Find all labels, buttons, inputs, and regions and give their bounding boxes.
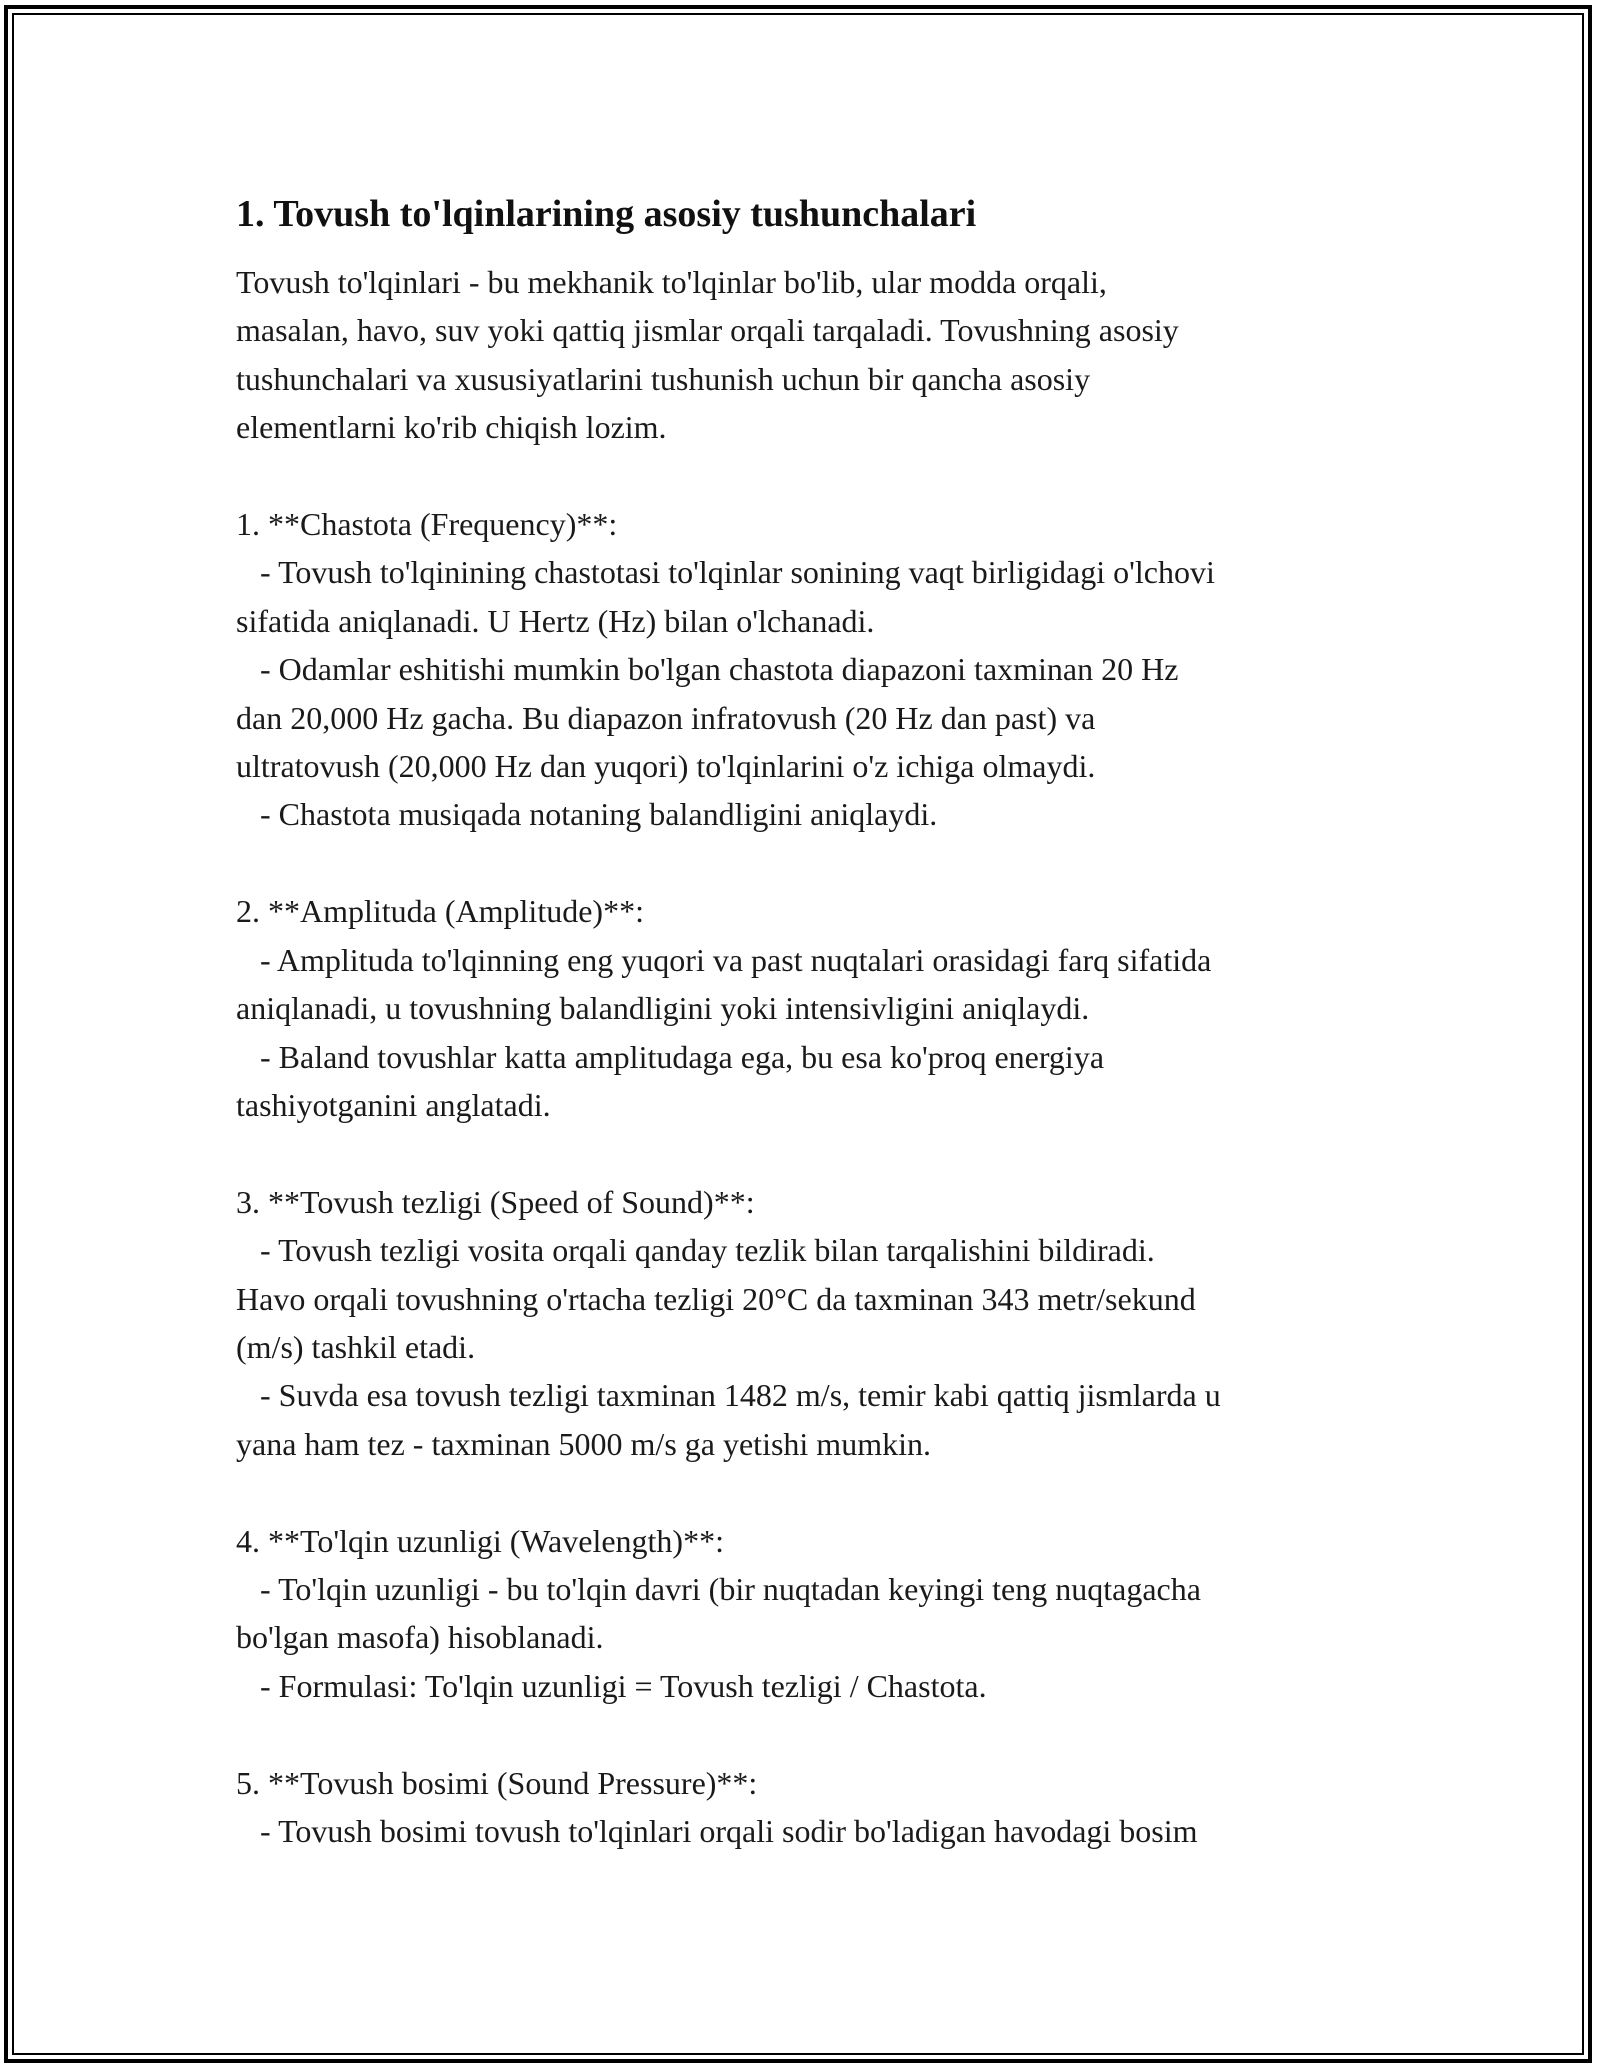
section-body: Tovush to'lqinlari - bu mekhanik to'lqinlar bo'lib, ular modda orqali, masalan, havo, suv yoki qattiq jismlar orqali tarqaladi. Tovushning asosiy tushunchalari va xususiyatlarini tushunish uchun bir qancha asosiy elementlarni ko'rib chiqish lozim. 1. **Chastota (Frequency)**: - Tovush to'lqinining chastotasi to'lqinlar sonining vaqt birligidagi o'lchovi sifatida aniqlanadi. U Hertz (Hz) bilan o'lchanadi. - Odamlar eshitishi mumkin bo'lgan chastota diapazoni taxminan 20 Hz dan 20,000 Hz gacha. Bu diapazon infratovush (20 Hz dan past) va ultratovush (20,000 Hz dan yuqori) to'lqinlarini o'z ichiga olmaydi. - Chastota musiqada notaning balandligini aniqlaydi. 2. **Amplituda (Amplitude)**: - Amplituda to'lqinning eng yuqori va past nuqtalari orasidagi farq sifatida aniqlanadi, u tovushning balandligini yoki intensivligini aniqlaydi. - Baland tovushlar katta amplitudaga ega, bu esa ko'proq energiya tashiyotganini anglatadi. 3. **Tovush tezligi (Speed of Sound)**: - Tovush tezligi vosita orqali qanday tezlik bilan tarqalishini bildiradi. Havo orqali tovushning o'rtacha tezligi 20°C da taxminan 343 metr/sekund (m/s) tashkil etadi. - Suvda esa tovush tezligi taxminan 1482 m/s, temir kabi qattiq jismlarda u yana ham tez - taxminan 5000 m/s ga yetishi mumkin. 4. **To'lqin uzunligi (Wavelength)**: - To'lqin uzunligi - bu to'lqin davri (bir nuqtadan keyingi teng nuqtagacha bo'lgan masofa) hisoblanadi. - Formulasi: To'lqin uzunligi = Tovush tezligi / Chastota. 5. **Tovush bosimi (Sound Pressure)**: - Tovush bosimi tovush to'lqinlari orqali sodir bo'ladigan havodagi bosim xyxy=(236,264,1221,1849)
document-page xyxy=(236,186,1366,1855)
section-heading: 1. Tovush to'lqinlarining asosiy tushunchalari xyxy=(236,193,977,235)
